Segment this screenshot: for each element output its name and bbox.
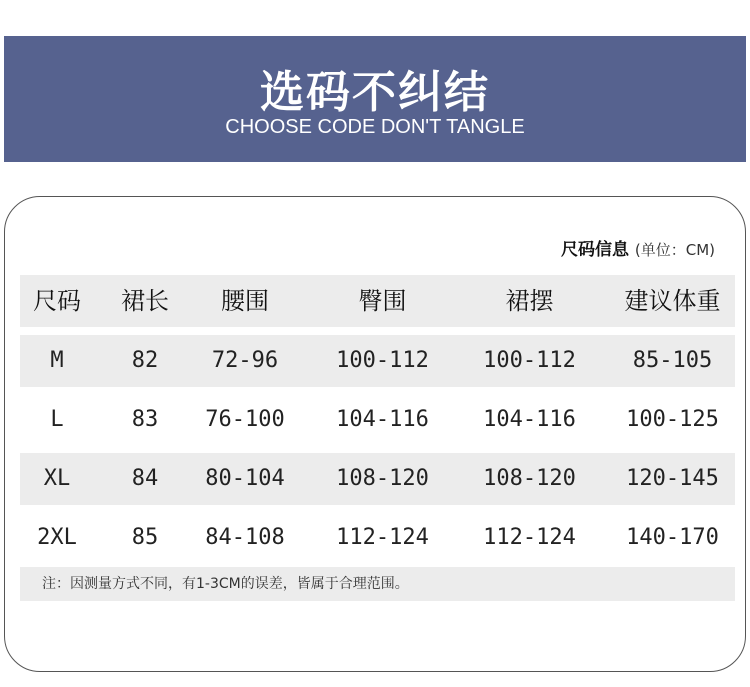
cell-skirt-length: 84 [131,466,159,491]
cell-hip: 104-116 [336,407,429,432]
table-row [20,453,735,505]
cell-skirt-length: 83 [131,407,159,432]
header-waist: 腰围 [221,287,269,315]
banner-title: 选码不纠结 [260,67,490,118]
cell-skirt-length: 85 [131,525,159,550]
cell-waist: 84-108 [205,525,285,550]
size-info-unit: (单位：CM) [634,241,715,259]
cell-hem: 108-120 [483,466,576,491]
header-skirt-length: 裙长 [121,287,169,315]
header-hem: 裙摆 [505,287,554,315]
table-header-row [20,275,735,327]
header-banner [4,36,746,162]
cell-hip: 100-112 [336,348,429,373]
cell-hip: 112-124 [336,525,429,550]
header-weight: 建议体重 [624,287,721,315]
measurement-note: 注：因测量方式不同，有1-3CM的误差，皆属于合理范围。 [20,567,735,601]
cell-size: L [50,407,64,432]
size-chart-card [4,196,746,672]
cell-weight: 100-125 [626,407,719,432]
banner-subtitle: CHOOSE CODE DON'T TANGLE [225,116,525,138]
cell-skirt-length: 82 [131,348,159,373]
cell-waist: 72-96 [211,348,279,373]
cell-size: XL [43,466,71,491]
cell-hem: 112-124 [483,525,576,550]
cell-size: M [50,348,64,373]
table-row [20,335,735,387]
cell-waist: 76-100 [205,407,285,432]
cell-size: 2XL [37,525,77,550]
size-info-title [561,235,715,260]
table-row [20,512,735,564]
cell-weight: 85-105 [632,348,713,373]
header-hip: 臀围 [358,287,407,315]
cell-waist: 80-104 [205,466,285,491]
size-info-label: 尺码信息 [560,240,629,260]
header-size: 尺码 [33,287,81,315]
cell-hem: 104-116 [483,407,576,432]
table-row [20,394,735,446]
cell-weight: 120-145 [626,466,719,491]
cell-weight: 140-170 [626,525,719,550]
cell-hem: 100-112 [483,348,576,373]
cell-hip: 108-120 [336,466,429,491]
